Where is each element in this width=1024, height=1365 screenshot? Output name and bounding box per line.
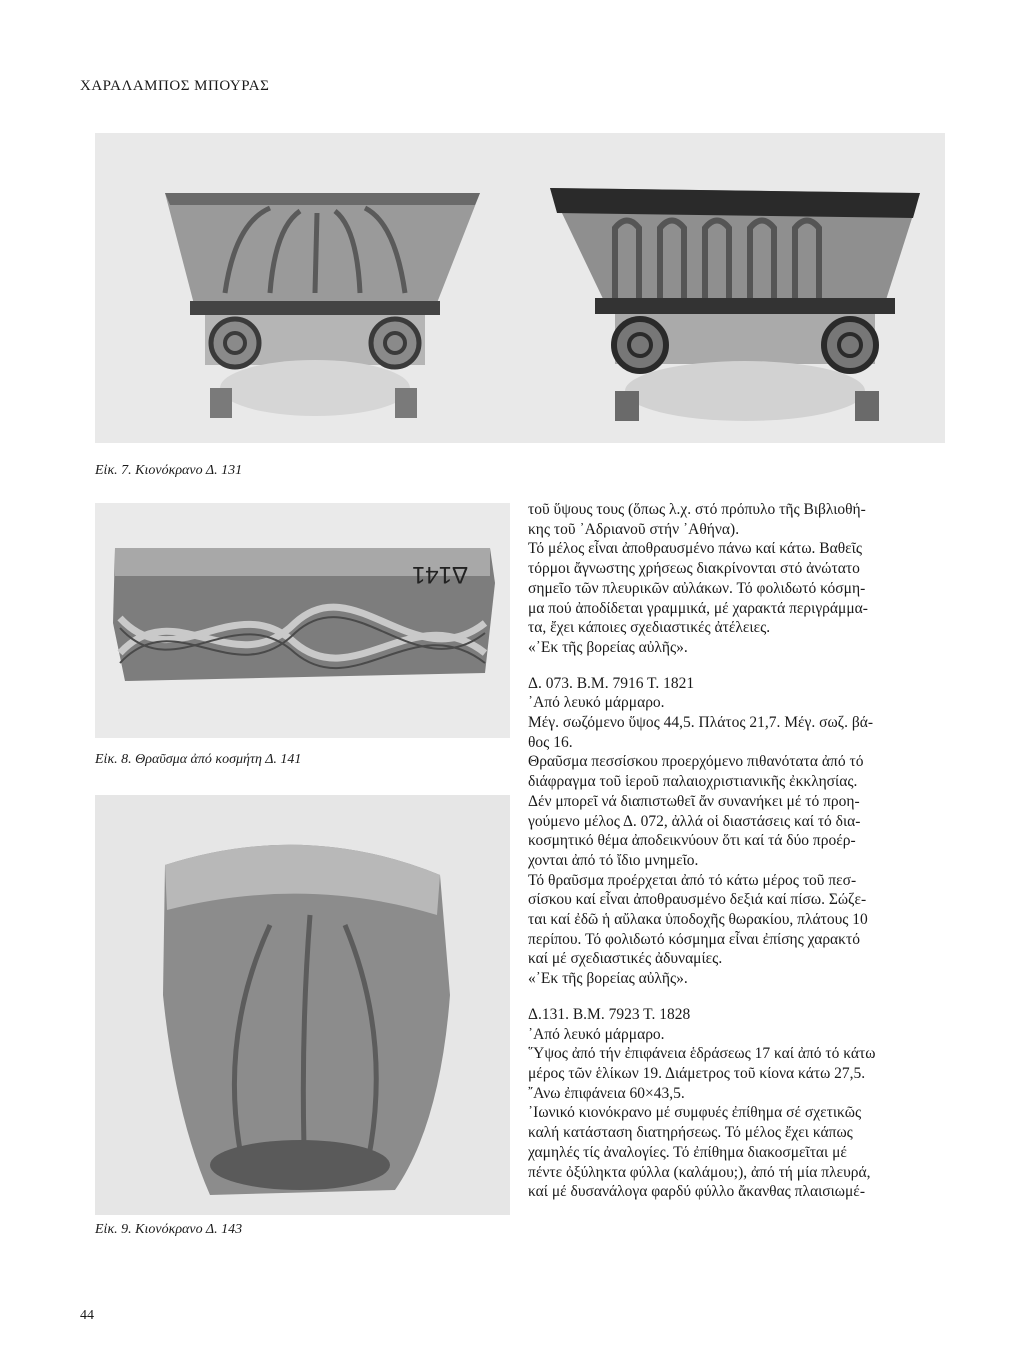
figure-8-photo [95, 503, 510, 738]
text-line: Θραῦσμα πεσσίσκου προερχόμενο πιθανότατα ἀπό τό [528, 753, 864, 771]
text-line: περίπου. Τό φολιδωτό κόσμημα εἶναι ἐπίσης χαρακτό [528, 930, 860, 948]
figure-9-caption: Εἰκ. 9. Κιονόκρανο Δ. 143 [95, 1222, 243, 1237]
text-line: «᾿Εκ τῆς βορείας αὐλῆς». [528, 638, 688, 656]
entry-heading: Δ.131. Β.Μ. 7923 Τ. 1828 [528, 1005, 691, 1023]
text-line: χονται ἀπό τό ἴδιο μνημεῖο. [528, 851, 699, 869]
text-line: ται καί ἐδῶ ἡ αὔλακα ὑποδοχῆς θωρακίου, πλάτους 10 [528, 911, 868, 929]
figure-7-photo [95, 133, 945, 443]
text-line: διάφραγμα τοῦ ἱεροῦ παλαιοχριστιανικῆς ἐκκλησίας. [528, 773, 858, 791]
text-line: Τό μέλος εἶναι ἀποθραυσμένο πάνω καί κάτω. Βαθεῖς [528, 540, 862, 558]
text-line: μα πού ἀποδίδεται γραμμικά, μέ χαρακτά περιγράμμα- [528, 599, 868, 617]
body-text-column [528, 500, 948, 1202]
text-line: τόρμοι ἄγνωστης χρήσεως διακρίνονται στό ἀνώτατο [528, 560, 860, 578]
page-number: 44 [80, 1308, 94, 1323]
text-line: κοσμητικό θέμα ἀποδεικνύουν ὅτι καί τά δύο προέρ- [528, 832, 856, 850]
paragraph-gap [528, 658, 948, 674]
text-line: σημεῖο τῶν πλευρικῶν αὐλάκων. Τό φολιδωτό κόσμη- [528, 579, 866, 597]
text-line: ᾿Ιωνικό κιονόκρανο μέ συμφυές ἐπίθημα σέ σχετικῶς [528, 1104, 862, 1122]
figure-8-inscription: Δ141 [411, 561, 469, 588]
text-line: πέντε ὀξύληκτα φύλλα (καλάμου;), ἀπό τή μία πλευρά, [528, 1163, 871, 1181]
text-line: μέρος τῶν ἑλίκων 19. Διάμετρος τοῦ κίονα κάτω 27,5. [528, 1064, 866, 1082]
text-line: κης τοῦ ᾿Αδριανοῦ στήν ᾿Αθήνα). [528, 520, 740, 538]
text-line: Δέν μπορεῖ νά διαπιστωθεῖ ἄν συνανήκει μέ τό προη- [528, 792, 860, 810]
text-line: ῎Ανω ἐπιφάνεια 60×43,5. [528, 1084, 685, 1102]
running-head: ΧΑΡΑΛΑΜΠΟΣ ΜΠΟΥΡΑΣ [80, 78, 270, 94]
text-line: τα, ἔχει κάποιες σχεδιαστικές ἀτέλειες. [528, 619, 771, 637]
text-line: Μέγ. σωζόμενο ὕψος 44,5. Πλάτος 21,7. Μέγ. σωζ. βά- [528, 714, 874, 732]
text-line: χαμηλές τίς ἀναλογίες. Τό ἐπίθημα διακοσμεῖται μέ [528, 1143, 847, 1161]
text-line: σίσκου καί εἶναι ἀποθραυσμένο δεξιά καί πίσω. Σώζε- [528, 891, 867, 909]
text-line: καί μέ δυσανάλογα φαρδύ φύλλο ἄκανθας πλαισιωμέ- [528, 1183, 865, 1201]
text-line: καί μέ σχεδιαστικές ἀδυναμίες. [528, 950, 723, 968]
text-line: ᾿Από λευκό μάρμαρο. [528, 694, 665, 712]
text-line: θος 16. [528, 733, 573, 751]
entry-heading: Δ. 073. Β.Μ. 7916 Τ. 1821 [528, 674, 695, 692]
text-line: καλή κατάσταση διατηρήσεως. Τό μέλος ἔχει κάπως [528, 1124, 853, 1142]
text-line: γούμενο μέλος Δ. 072, ἀλλά οἱ διαστάσεις καί τό δια- [528, 812, 861, 830]
figure-8-caption: Εἰκ. 8. Θραῦσμα ἀπό κοσμήτη Δ. 141 [95, 752, 302, 767]
text-line: Τό θραῦσμα προέρχεται ἀπό τό κάτω μέρος τοῦ πεσ- [528, 871, 857, 889]
text-line: ᾿Από λευκό μάρμαρο. [528, 1025, 665, 1043]
figure-7-caption: Εἰκ. 7. Κιονόκρανο Δ. 131 [95, 463, 243, 478]
figure-9-photo [95, 795, 510, 1215]
text-line: «᾿Εκ τῆς βορείας αὐλῆς». [528, 970, 688, 988]
paragraph-gap [528, 989, 948, 1005]
text-line: ῞Υψος ἀπό τήν ἐπιφάνεια ἑδράσεως 17 καί ἀπό τό κάτω [528, 1045, 876, 1063]
text-line: τοῦ ὕψους τους (ὅπως λ.χ. στό πρόπυλο τῆς Βιβλιοθή- [528, 501, 866, 518]
